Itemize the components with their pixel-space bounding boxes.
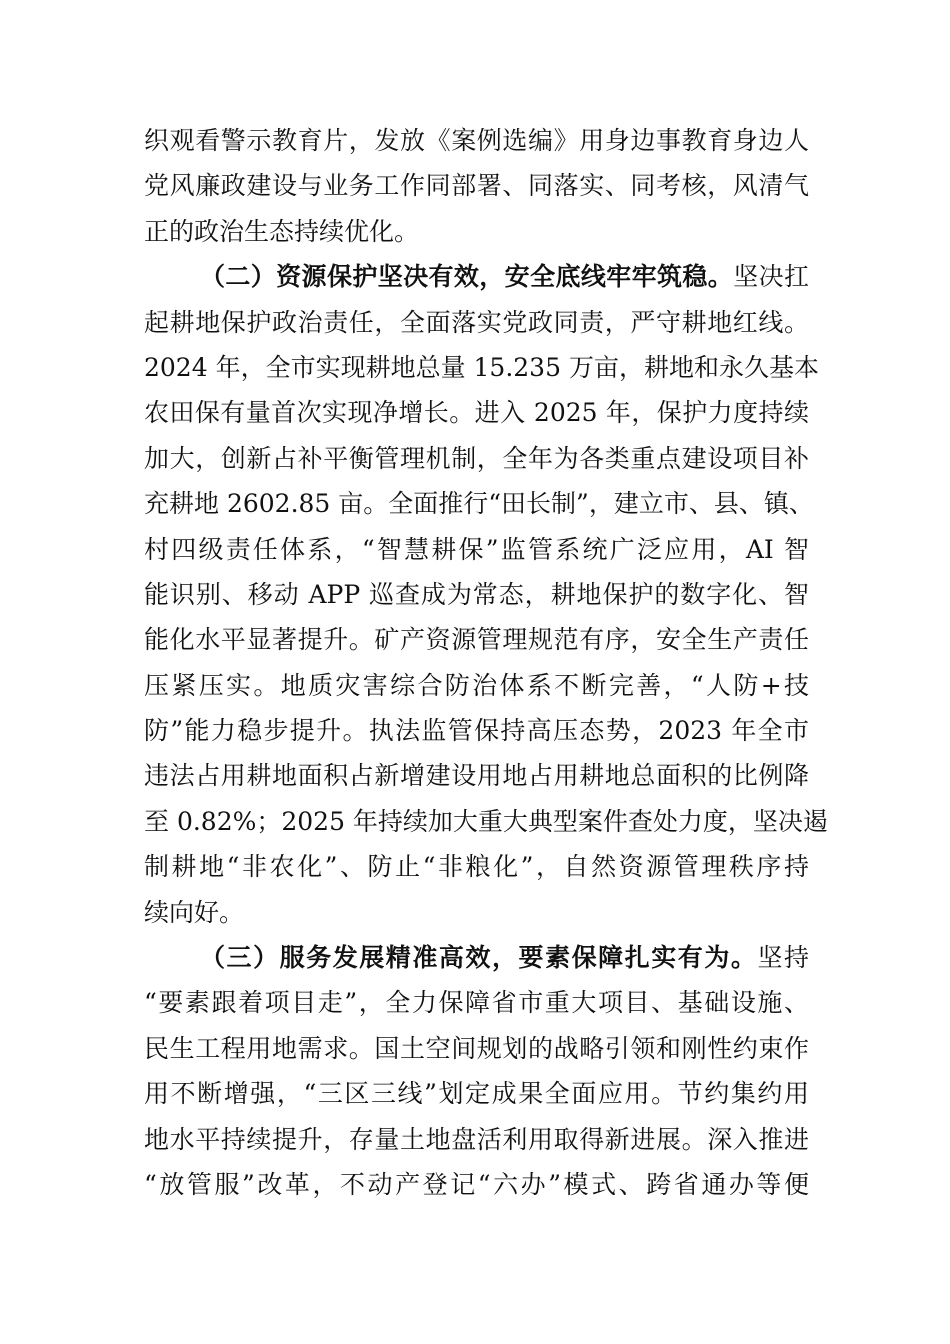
text-line: 防”能力稳步提升。执法监管保持高压态势，2023 年全市 bbox=[144, 716, 809, 746]
text-line: 制耕地“非农化”、防止“非粮化”，自然资源管理秩序持 bbox=[144, 852, 809, 882]
text-line: 农田保有量首次实现净增长。进入 2025 年，保护力度持续 bbox=[144, 398, 809, 428]
text-line: 正的政治生态持续优化。 bbox=[144, 216, 420, 246]
text-line: 续向好。 bbox=[144, 897, 245, 927]
body-text bbox=[144, 118, 828, 1207]
section-heading-line bbox=[144, 935, 809, 980]
text-line: 党风廉政建设与业务工作同部署、同落实、同考核，风清气 bbox=[144, 171, 809, 201]
text-line: “要素跟着项目走”，全力保障省市重大项目、基础设施、 bbox=[144, 988, 809, 1018]
text-line: 能识别、移动 APP 巡查成为常态，耕地保护的数字化、智 bbox=[144, 579, 809, 609]
text-line: 能化水平显著提升。矿产资源管理规范有序，安全生产责任 bbox=[144, 625, 809, 655]
text-span: 坚持 bbox=[757, 943, 809, 973]
text-line: 加大，创新占补平衡管理机制，全年为各类重点建设项目补 bbox=[144, 443, 809, 473]
text-span: 坚决扛 bbox=[733, 262, 809, 292]
text-line: “放管服”改革，不动产登记“六办”模式、跨省通办等便 bbox=[144, 1169, 809, 1199]
section-heading: （三）服务发展精准高效，要素保障扎实有为。 bbox=[200, 943, 758, 973]
text-line: 民生工程用地需求。国土空间规划的战略引领和刚性约束作 bbox=[144, 1033, 809, 1063]
text-line: 村四级责任体系，“智慧耕保”监管系统广泛应用，AI 智 bbox=[144, 534, 809, 564]
section-heading-line bbox=[144, 254, 809, 299]
text-line: 地水平持续提升，存量土地盘活利用取得新进展。深入推进 bbox=[144, 1124, 809, 1154]
section-heading: （二）资源保护坚决有效，安全底线牢牢筑稳。 bbox=[200, 262, 734, 292]
text-line: 2024 年，全市实现耕地总量 15.235 万亩，耕地和永久基本 bbox=[144, 352, 819, 382]
text-line: 违法占用耕地面积占新增建设用地占用耕地总面积的比例降 bbox=[144, 761, 809, 791]
text-line: 织观看警示教育片，发放《案例选编》用身边事教育身边人 bbox=[144, 126, 809, 155]
text-line: 充耕地 2602.85 亩。全面推行“田长制”，建立市、县、镇、 bbox=[144, 489, 814, 519]
text-line: 用不断增强，“三区三线”划定成果全面应用。节约集约用 bbox=[144, 1079, 809, 1109]
text-line: 压紧压实。地质灾害综合防治体系不断完善，“人防+技 bbox=[144, 670, 809, 700]
text-line: 至 0.82%；2025 年持续加大重大典型案件查处力度，坚决遏 bbox=[144, 806, 828, 836]
text-line: 起耕地保护政治责任，全面落实党政同责，严守耕地红线。 bbox=[144, 307, 809, 337]
